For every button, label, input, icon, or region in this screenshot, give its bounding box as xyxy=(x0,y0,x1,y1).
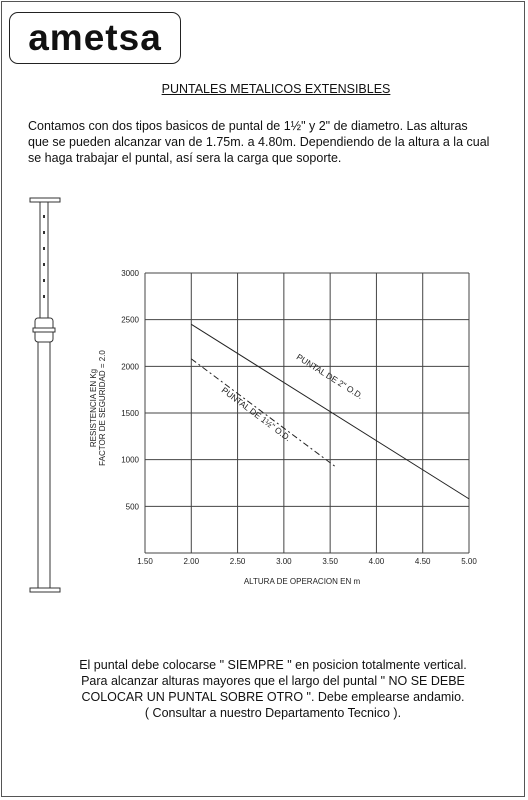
series-label: PUNTAL DE 1½" O.D. xyxy=(219,384,293,444)
y-axis-label: RESISTENCIA EN Kg xyxy=(89,368,98,448)
prop-outer-tube xyxy=(38,342,50,588)
prop-inner-tube xyxy=(40,202,48,322)
prop-illustration xyxy=(30,198,60,592)
y-tick-label: 2500 xyxy=(121,315,139,325)
x-tick-label: 2.50 xyxy=(229,557,246,566)
prop-top-plate xyxy=(30,198,60,202)
x-tick-label: 1.50 xyxy=(137,557,153,566)
intro-line: Contamos con dos tipos basicos de puntal de 1½" y 2" de diametro. Las alturas xyxy=(28,119,468,133)
x-tick-label: 3.00 xyxy=(276,557,292,566)
y-tick-label: 1500 xyxy=(121,409,139,418)
y-tick-label: 500 xyxy=(125,502,139,512)
brand-logo: ametsa xyxy=(9,12,181,64)
intro-line: se haga trabajar el puntal, así sera la carga que soporte. xyxy=(28,151,342,165)
x-axis-label: ALTURA DE OPERACION EN m xyxy=(243,577,361,586)
footer-notice xyxy=(28,657,518,721)
y-axis-label-safety: FACTOR DE SEGURIDAD = 2.0 xyxy=(98,350,107,466)
footer-line: ( Consultar a nuestro Departamento Tecnico ). xyxy=(144,706,402,720)
x-tick-label: 4.50 xyxy=(414,557,431,566)
y-tick-label: 1000 xyxy=(121,455,139,465)
y-tick-label: 3000 xyxy=(121,269,139,278)
x-tick-label: 4.00 xyxy=(368,557,385,566)
page-title: PUNTALES METALICOS EXTENSIBLES xyxy=(161,82,391,96)
footer-line: El puntal debe colocarse " SIEMPRE " en posicion totalmente vertical. xyxy=(79,658,467,672)
prop-base-plate xyxy=(30,588,60,592)
footer-line: Para alcanzar alturas mayores que el largo del puntal " NO SE DEBE xyxy=(81,674,465,688)
x-tick-label: 5.00 xyxy=(461,557,477,566)
x-tick-label: 3.50 xyxy=(322,557,338,566)
x-tick-label: 2.00 xyxy=(183,557,200,566)
chart-grid xyxy=(145,273,469,553)
prop-pin xyxy=(33,328,55,332)
y-tick-label: 2000 xyxy=(121,362,139,372)
intro-line: que se pueden alcanzar van de 1.75m. a 4.80m. Dependiendo de la altura a la cual xyxy=(28,135,490,149)
chart-tick-labels xyxy=(121,269,477,566)
series-label: PUNTAL DE 2" O.D. xyxy=(294,351,365,402)
footer-line: COLOCAR UN PUNTAL SOBRE OTRO ". Debe emplearse andamio. xyxy=(81,690,465,704)
